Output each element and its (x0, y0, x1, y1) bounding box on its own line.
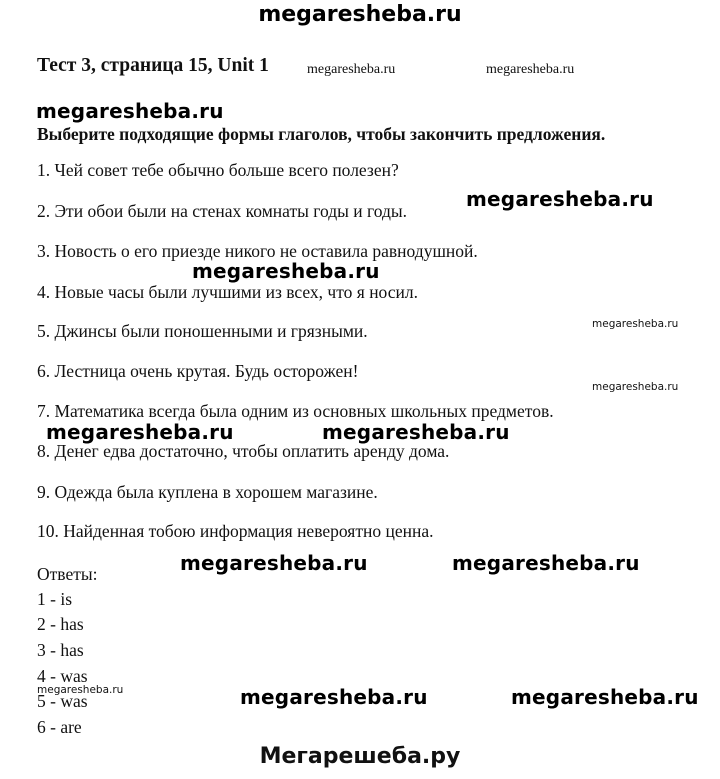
instruction-text: Выберите подходящие формы глаголов, чтобы закончить предложения. (37, 124, 606, 144)
watermark-small: megaresheba.ru (592, 318, 679, 330)
page-title: Тест 3, страница 15, Unit 1 (37, 55, 269, 76)
answer-5: 5 - was (37, 691, 88, 711)
watermark-small: megaresheba.ru (307, 62, 396, 77)
watermark-bold: megaresheba.ru (452, 551, 640, 575)
sentence-1: 1. Чей совет тебе обычно больше всего полезен? (37, 160, 399, 180)
footer-watermark: Мегарешеба.ру (259, 744, 461, 769)
watermark-small: megaresheba.ru (486, 62, 575, 77)
watermark-small: megaresheba.ru (592, 381, 679, 393)
watermark-bold: megaresheba.ru (466, 187, 654, 211)
sentence-10: 10. Найденная тобою информация невероятно ценна. (37, 521, 434, 541)
answer-4: 4 - was (37, 666, 88, 686)
answer-1: 1 - is (37, 589, 72, 609)
sentence-7: 7. Математика всегда была одним из основных школьных предметов. (37, 401, 554, 421)
watermark-bold: megaresheba.ru (240, 685, 428, 709)
sentence-9: 9. Одежда была куплена в хорошем магазине. (37, 482, 378, 502)
watermark-bold: megaresheba.ru (322, 420, 510, 444)
watermark-small: megaresheba.ru (37, 684, 124, 696)
sentence-2: 2. Эти обои были на стенах комнаты годы и годы. (37, 201, 408, 221)
sentence-3: 3. Новость о его приезде никого не оставила равнодушной. (37, 241, 478, 261)
watermark-bold: megaresheba.ru (36, 99, 224, 123)
watermark-bold: megaresheba.ru (192, 259, 380, 283)
answer-6: 6 - are (37, 717, 82, 737)
sentence-5: 5. Джинсы были поношенными и грязными. (37, 321, 368, 341)
sentence-4: 4. Новые часы были лучшими из всех, что я носил. (37, 282, 418, 302)
answer-2: 2 - has (37, 614, 84, 634)
watermark-bold: megaresheba.ru (46, 420, 234, 444)
header-watermark: megaresheba.ru (258, 2, 462, 27)
sentence-6: 6. Лестница очень крутая. Будь осторожен! (37, 361, 359, 381)
answer-3: 3 - has (37, 640, 84, 660)
sentence-8: 8. Денег едва достаточно, чтобы оплатить аренду дома. (37, 441, 450, 461)
watermark-bold: megaresheba.ru (180, 551, 368, 575)
watermark-bold: megaresheba.ru (511, 685, 699, 709)
answers-label: Ответы: (37, 564, 98, 584)
